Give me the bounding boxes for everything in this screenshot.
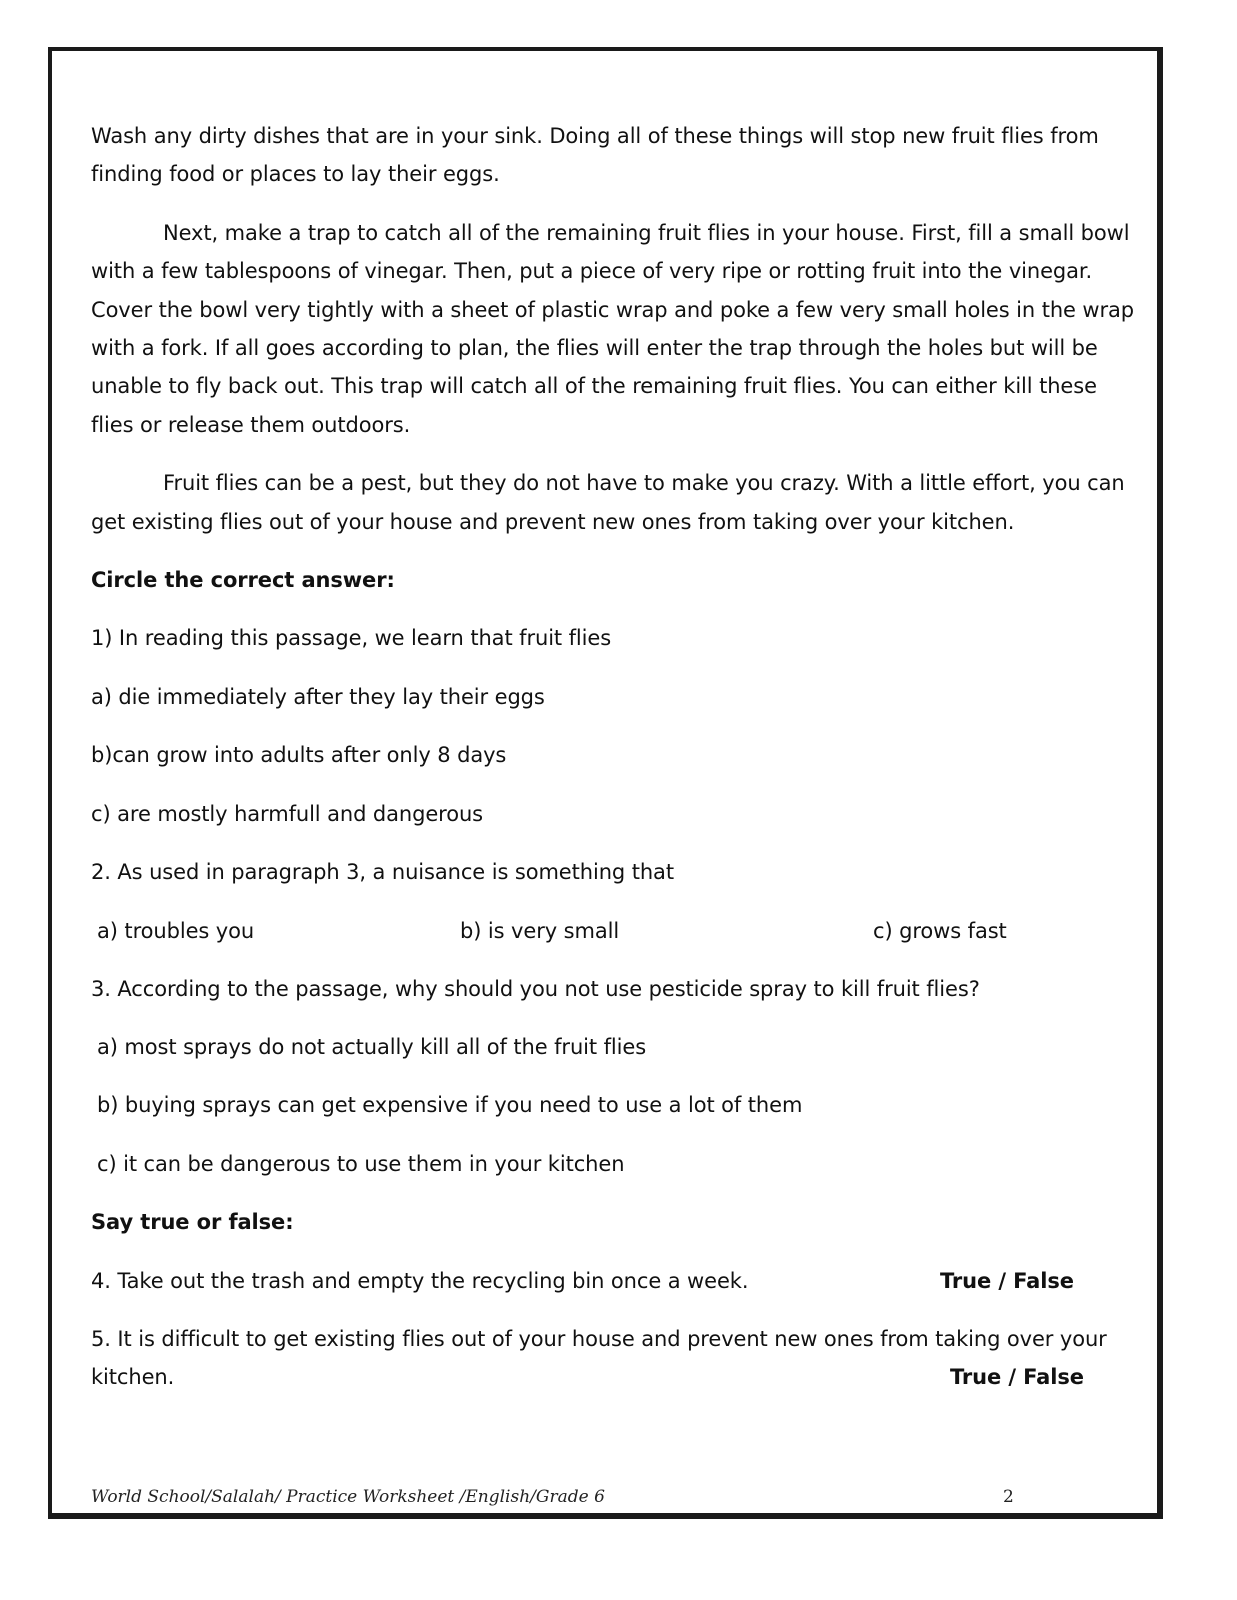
question-4-true-false[interactable]: True / False xyxy=(940,1268,1074,1293)
question-4: 4. Take out the trash and empty the recycling bin once a week. xyxy=(91,1268,749,1293)
question-5: 5. It is difficult to get existing flies out of your house and prevent new ones from taking over your kitchen. xyxy=(91,1326,1107,1389)
question-3-option-c[interactable]: c) it can be dangerous to use them in your kitchen xyxy=(97,1151,625,1176)
section-heading-true-false: Say true or false: xyxy=(91,1210,294,1235)
question-2-option-b[interactable]: b) is very small xyxy=(460,918,620,943)
question-1-option-c[interactable]: c) are mostly harmfull and dangerous xyxy=(91,801,484,826)
question-3-option-a[interactable]: a) most sprays do not actually kill all of the fruit flies xyxy=(97,1034,647,1059)
footer-text: World School/Salalah/ Practice Worksheet /English/Grade 6 xyxy=(91,1487,605,1507)
passage-paragraph-3: Fruit flies can be a pest, but they do not have to make you crazy. With a little effort, you can get existing flies out of your house and prevent new ones from taking over your kitchen. xyxy=(91,471,1125,534)
passage-paragraph-2: Next, make a trap to catch all of the remaining fruit flies in your house. First, fill a small bowl with a few tablespoons of vinegar. Then, put a piece of very ripe or rotting fruit into the vinegar. Cover the bowl very tightly with a sheet of plastic wrap and poke a few very small holes in the wrap with a fork. If all goes according to plan, the flies will enter the trap through the holes but will be unable to fly back out. This trap will catch all of the remaining fruit flies. You can either kill these flies or release them outdoors. xyxy=(91,220,1135,437)
question-1-option-b[interactable]: b)can grow into adults after only 8 days xyxy=(91,743,507,768)
question-5-true-false[interactable]: True / False xyxy=(950,1364,1084,1389)
page-number: 2 xyxy=(1003,1487,1014,1507)
question-1-option-a[interactable]: a) die immediately after they lay their eggs xyxy=(91,684,545,709)
question-4-row xyxy=(91,1262,1141,1300)
question-2: 2. As used in paragraph 3, a nuisance is something that xyxy=(91,860,674,885)
question-2-option-a[interactable]: a) troubles you xyxy=(97,918,255,943)
question-3-option-b[interactable]: b) buying sprays can get expensive if you need to use a lot of them xyxy=(97,1093,803,1118)
question-2-options xyxy=(91,912,1141,950)
question-3: 3. According to the passage, why should you not use pesticide spray to kill fruit flies? xyxy=(91,976,980,1001)
question-1: 1) In reading this passage, we learn that fruit flies xyxy=(91,626,612,651)
passage-paragraph-1: Wash any dirty dishes that are in your sink. Doing all of these things will stop new fruit flies from finding food or places to lay their eggs. xyxy=(91,124,1099,187)
question-2-option-c[interactable]: c) grows fast xyxy=(873,918,1007,943)
question-5-row xyxy=(91,1320,1141,1397)
worksheet-content xyxy=(91,117,1141,1417)
section-heading-circle: Circle the correct answer: xyxy=(91,568,395,593)
